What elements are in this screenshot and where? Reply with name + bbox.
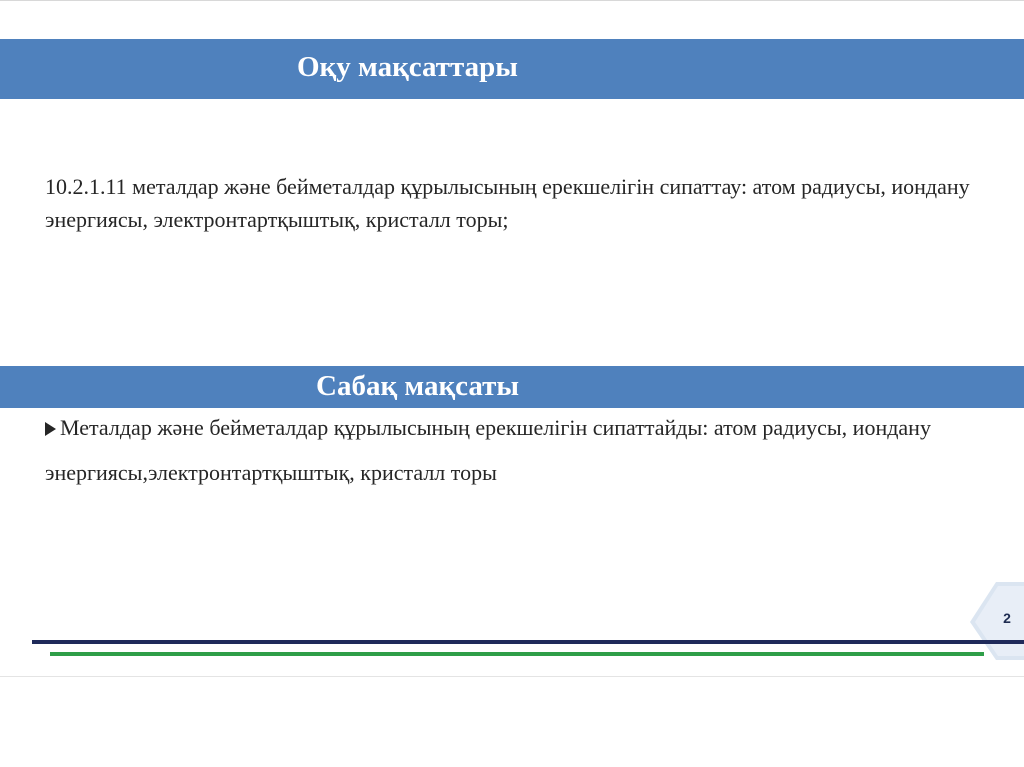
- lesson-goal-title: Сабақ мақсаты: [316, 370, 520, 402]
- footer-rule-navy: [32, 640, 1024, 644]
- lesson-goal-text: Металдар және бейметалдар құрылысының ерекшелігін сипаттайды: атом радиусы, иондану энергиясы,электронтартқыштық, кристалл торы: [45, 415, 931, 485]
- learning-objectives-title: Оқу мақсаттары: [297, 51, 518, 83]
- lesson-goal-paragraph: [45, 405, 995, 495]
- top-divider: [0, 0, 1024, 1]
- bottom-divider: [0, 676, 1024, 677]
- learning-objectives-banner: [0, 39, 1024, 99]
- footer-rule-green: [50, 652, 984, 656]
- objective-text: 10.2.1.11 металдар және бейметалдар құрылысының ерекшелігін сипаттау: атом радиусы, иондану энергиясы, электронтартқыштық, кристалл торы;: [45, 174, 970, 232]
- lesson-goal-banner: [0, 366, 1024, 408]
- arrow-bullet-icon: [45, 422, 56, 436]
- page-number: 2: [1003, 610, 1011, 626]
- page-badge: [970, 582, 1024, 660]
